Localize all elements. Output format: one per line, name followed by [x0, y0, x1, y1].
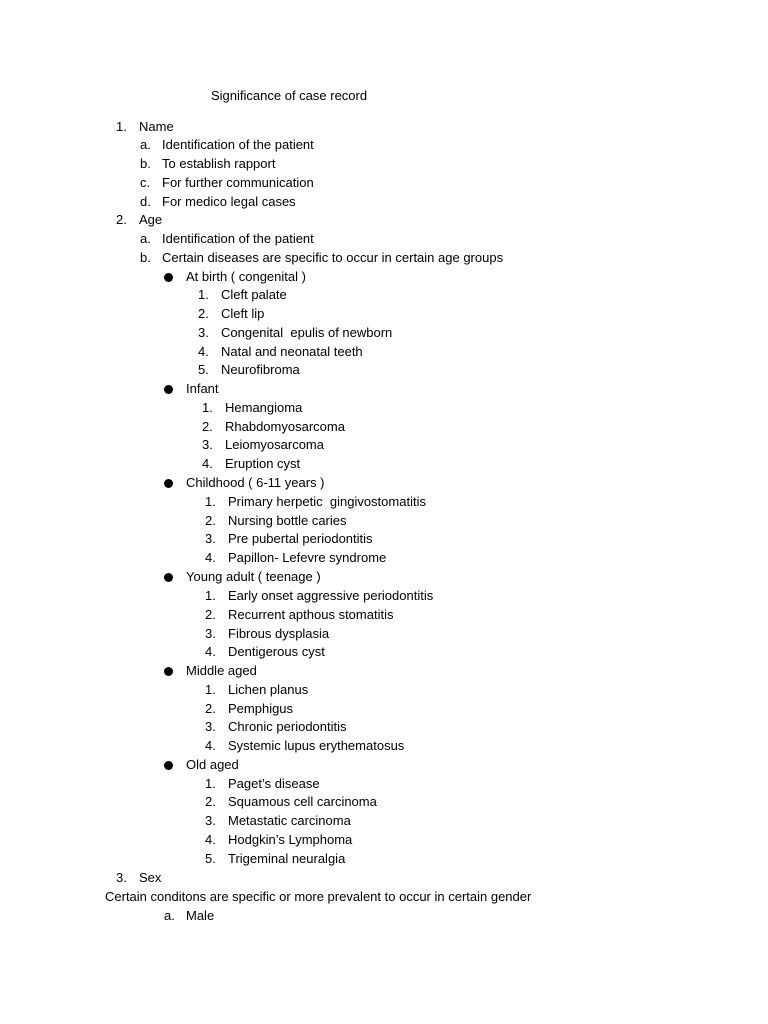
- list-number: 2.: [202, 419, 213, 434]
- list-number: 3.: [202, 437, 213, 452]
- list-item: Metastatic carcinoma: [228, 813, 351, 828]
- bullet-icon: [164, 479, 173, 488]
- list-letter: b.: [140, 250, 151, 265]
- list-number: 1.: [205, 682, 216, 697]
- list-number: 3.: [205, 531, 216, 546]
- list-number: 5.: [198, 362, 209, 377]
- list-number: 4.: [202, 456, 213, 471]
- list-number: 3.: [205, 626, 216, 641]
- list-item: Identification of the patient: [162, 137, 314, 152]
- list-item: Fibrous dysplasia: [228, 626, 330, 641]
- bullet-icon: [164, 385, 173, 394]
- list-item: Systemic lupus erythematosus: [228, 738, 405, 753]
- list-item: Cleft lip: [221, 306, 265, 321]
- list-item: Chronic periodontitis: [228, 719, 347, 734]
- list-letter: b.: [140, 156, 151, 171]
- list-item: For further communication: [162, 175, 314, 190]
- list-number: 1.: [205, 588, 216, 603]
- list-item: Papillon- Lefevre syndrome: [228, 550, 387, 565]
- section-label: Sex: [139, 870, 162, 885]
- list-item: Trigeminal neuralgia: [228, 851, 346, 866]
- age-group-label: At birth ( congenital ): [186, 269, 306, 284]
- list-number: 4.: [205, 644, 216, 659]
- list-item: Paget’s disease: [228, 776, 320, 791]
- age-group-label: Old aged: [186, 757, 239, 772]
- list-letter: a.: [140, 137, 151, 152]
- list-number: 3.: [205, 719, 216, 734]
- list-number: 2.: [205, 607, 216, 622]
- list-number: 4.: [205, 832, 216, 847]
- list-letter: d.: [140, 194, 151, 209]
- page-title: Significance of case record: [211, 88, 368, 103]
- section-label: Name: [139, 119, 174, 134]
- list-number: 2.: [205, 701, 216, 716]
- list-number: 1.: [205, 776, 216, 791]
- list-number: 2.: [116, 212, 127, 227]
- list-item: For medico legal cases: [162, 194, 296, 209]
- list-item: Congenital epulis of newborn: [221, 325, 393, 340]
- list-number: 1.: [205, 494, 216, 509]
- age-group-label: Middle aged: [186, 663, 257, 678]
- list-item: Male: [186, 908, 215, 923]
- list-item: Early onset aggressive periodontitis: [228, 588, 434, 603]
- list-number: 4.: [205, 550, 216, 565]
- list-item: Rhabdomyosarcoma: [225, 419, 345, 434]
- age-group-label: Young adult ( teenage ): [186, 569, 321, 584]
- age-group-label: Infant: [186, 381, 219, 396]
- section-label: Age: [139, 212, 163, 227]
- list-number: 1.: [116, 119, 127, 134]
- list-item: Lichen planus: [228, 682, 309, 697]
- list-letter: a.: [164, 908, 175, 923]
- bullet-icon: [164, 667, 173, 676]
- list-item: Hodgkin’s Lymphoma: [228, 832, 353, 847]
- list-number: 2.: [198, 306, 209, 321]
- list-number: 3.: [205, 813, 216, 828]
- list-item: Natal and neonatal teeth: [221, 344, 363, 359]
- list-number: 4.: [205, 738, 216, 753]
- list-item: Pre pubertal periodontitis: [228, 531, 373, 546]
- list-item: Cleft palate: [221, 287, 287, 302]
- list-item: Dentigerous cyst: [228, 644, 325, 659]
- list-item: Squamous cell carcinoma: [228, 794, 377, 809]
- list-number: 4.: [198, 344, 209, 359]
- list-item: Identification of the patient: [162, 231, 314, 246]
- list-item: Leiomyosarcoma: [225, 437, 324, 452]
- section-note: Certain conditons are specific or more prevalent to occur in certain gender: [105, 889, 532, 904]
- bullet-icon: [164, 273, 173, 282]
- age-group-label: Childhood ( 6-11 years ): [186, 475, 325, 490]
- list-number: 3.: [198, 325, 209, 340]
- list-number: 2.: [205, 794, 216, 809]
- list-letter: a.: [140, 231, 151, 246]
- list-item: Neurofibroma: [221, 362, 300, 377]
- list-number: 2.: [205, 513, 216, 528]
- list-item: Nursing bottle caries: [228, 513, 347, 528]
- bullet-icon: [164, 573, 173, 582]
- list-number: 3.: [116, 870, 127, 885]
- list-number: 1.: [202, 400, 213, 415]
- list-letter: c.: [140, 175, 151, 190]
- list-item: Hemangioma: [225, 400, 303, 415]
- list-item: Eruption cyst: [225, 456, 301, 471]
- list-number: 1.: [198, 287, 209, 302]
- list-number: 5.: [205, 851, 216, 866]
- list-item: Recurrent apthous stomatitis: [228, 607, 394, 622]
- list-item: Pemphigus: [228, 701, 294, 716]
- list-item: Primary herpetic gingivostomatitis: [228, 494, 426, 509]
- list-item: To establish rapport: [162, 156, 276, 171]
- list-item: Certain diseases are specific to occur in certain age groups: [162, 250, 504, 265]
- bullet-icon: [164, 761, 173, 770]
